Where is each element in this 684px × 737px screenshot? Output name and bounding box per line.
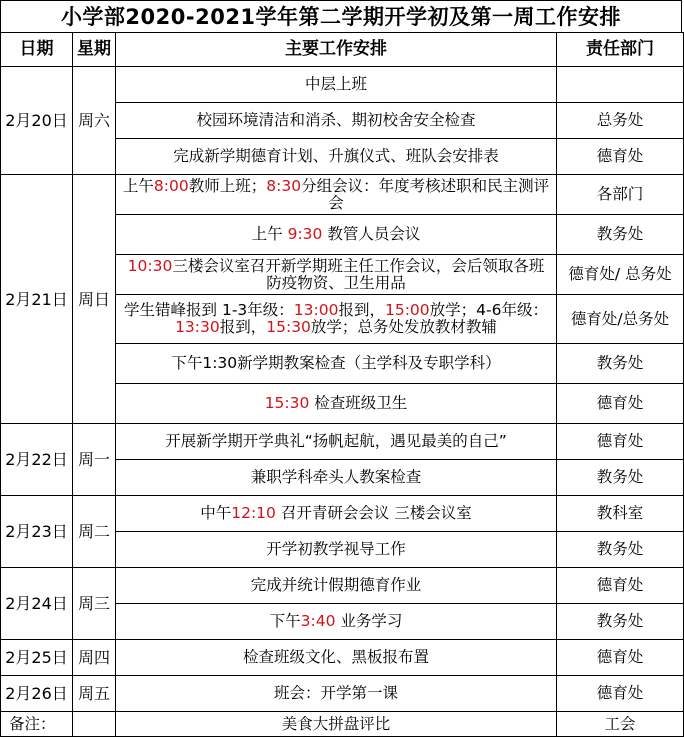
dept-cell: 德育处 [557,640,684,676]
time-highlight: 15:30 [266,318,311,336]
dept-cell [557,67,684,103]
task-text: 中层上班 [304,75,367,93]
dept-cell: 教科室 [557,496,684,532]
dept-cell: 总务处 [557,103,684,139]
dept-cell: 教务处 [557,215,684,255]
dept-cell: 教务处 [557,344,684,384]
task-cell [116,676,557,712]
task-text: 班会：开学第一课 [273,684,398,702]
task-cell [116,67,557,103]
weekday-cell: 周一 [73,424,116,496]
dept-cell: 教务处 [557,460,684,496]
table-row [1,175,684,215]
sheet-title: 小学部2020-2021学年第二学期开学初及第一周工作安排 [0,0,682,32]
task-text: 校园环境清洁和消杀、期初校舍安全检查 [196,111,476,129]
note-weekday [73,712,116,737]
task-cell [116,460,557,496]
date-cell: 2月23日 [1,496,73,568]
task-text: 开展新学期开学典礼“扬帆起航，遇见最美的自己” [165,432,507,450]
task-text: 检查班级文化、黑板报布置 [242,648,429,666]
dept-cell: 德育处 [557,424,684,460]
task-text: 教管人员会议 [322,225,421,243]
dept-cell: 德育处 [557,676,684,712]
dept-cell: 德育处 [557,139,684,175]
task-text: 放学；4-6年级： [429,301,548,319]
task-text: 报到， [338,301,385,319]
task-text: 检查班级卫生 [309,394,408,412]
task-text: 上午 [122,176,154,195]
task-cell [116,640,557,676]
task-text: 下午 [269,612,301,630]
dept-cell: 教务处 [557,532,684,568]
date-cell: 2月20日 [1,67,73,175]
time-highlight: 3:40 [300,612,336,630]
task-text: 兼职学科牵头人教案检查 [250,468,422,486]
time-highlight: 10:30 [127,256,173,275]
task-cell [116,255,557,295]
task-text: 分组会议：年度考核述职和民主测评会 [301,176,550,212]
note-dept: 工会 [557,712,684,737]
task-cell [116,532,557,568]
dept-cell: 德育处 [557,384,684,424]
task-cell [116,384,557,424]
task-text: 业务学习 [335,612,403,630]
header-task: 主要工作安排 [116,33,557,67]
header-dept: 责任部门 [557,33,684,67]
header-weekday: 星期 [73,33,116,67]
task-cell [116,496,557,532]
task-text: 学生错峰报到 1-3年级： [124,301,294,319]
time-highlight: 8:30 [266,176,302,195]
task-text: 三楼会议室召开新学期班主任工作会议，会后领取各班防疫物资、卫生用品 [172,256,545,292]
task-text: 报到， [219,318,267,336]
schedule-table [0,32,684,737]
date-cell: 2月25日 [1,640,73,676]
dept-cell: 德育处/总务处 [557,295,684,344]
note-task: 美食大拼盘评比 [116,712,557,737]
weekday-cell: 周五 [73,676,116,712]
note-label: 备注： [1,712,73,737]
table-row [1,67,684,103]
task-text: 完成新学期德育计划、升旗仪式、班队会安排表 [173,147,499,165]
weekday-cell: 周三 [73,568,116,640]
note-row [1,712,684,737]
task-text: 教师上班； [188,176,267,195]
table-row [1,640,684,676]
task-cell [116,604,557,640]
task-text: 完成并统计假期德育作业 [250,576,422,594]
table-row [1,424,684,460]
task-cell [116,295,557,344]
time-highlight: 15:30 [264,394,310,412]
dept-cell: 德育处/ 总务处 [557,255,684,295]
task-text: 开学初教学视导工作 [266,540,406,558]
date-cell: 2月24日 [1,568,73,640]
task-cell [116,139,557,175]
task-cell [116,215,557,255]
time-highlight: 12:10 [231,504,276,522]
task-cell [116,175,557,215]
date-cell: 2月21日 [1,175,73,424]
time-highlight: 13:30 [175,318,220,336]
dept-cell: 各部门 [557,175,684,215]
task-cell [116,344,557,384]
weekday-cell: 周二 [73,496,116,568]
weekday-cell: 周六 [73,67,116,175]
task-cell [116,424,557,460]
dept-cell: 教务处 [557,604,684,640]
date-cell: 2月26日 [1,676,73,712]
table-row [1,676,684,712]
task-text: 中午 [200,504,232,522]
schedule-body [1,67,684,712]
header-row [1,33,684,67]
task-text: 上午 [251,225,288,243]
dept-cell: 德育处 [557,568,684,604]
task-text: 放学；总务处发放教材教辅 [310,318,497,336]
time-highlight: 13:00 [293,301,339,319]
task-cell [116,568,557,604]
task-text: 召开青研会会议 三楼会议室 [275,504,472,522]
task-cell [116,103,557,139]
time-highlight: 15:00 [384,301,430,319]
time-highlight: 9:30 [287,225,323,243]
table-row [1,568,684,604]
time-highlight: 8:00 [153,176,189,195]
weekday-cell: 周四 [73,640,116,676]
weekday-cell: 周日 [73,175,116,424]
header-date: 日期 [1,33,73,67]
table-row [1,496,684,532]
task-text: 下午1:30新学期教案检查（主学科及专职学科） [171,354,501,372]
date-cell: 2月22日 [1,424,73,496]
